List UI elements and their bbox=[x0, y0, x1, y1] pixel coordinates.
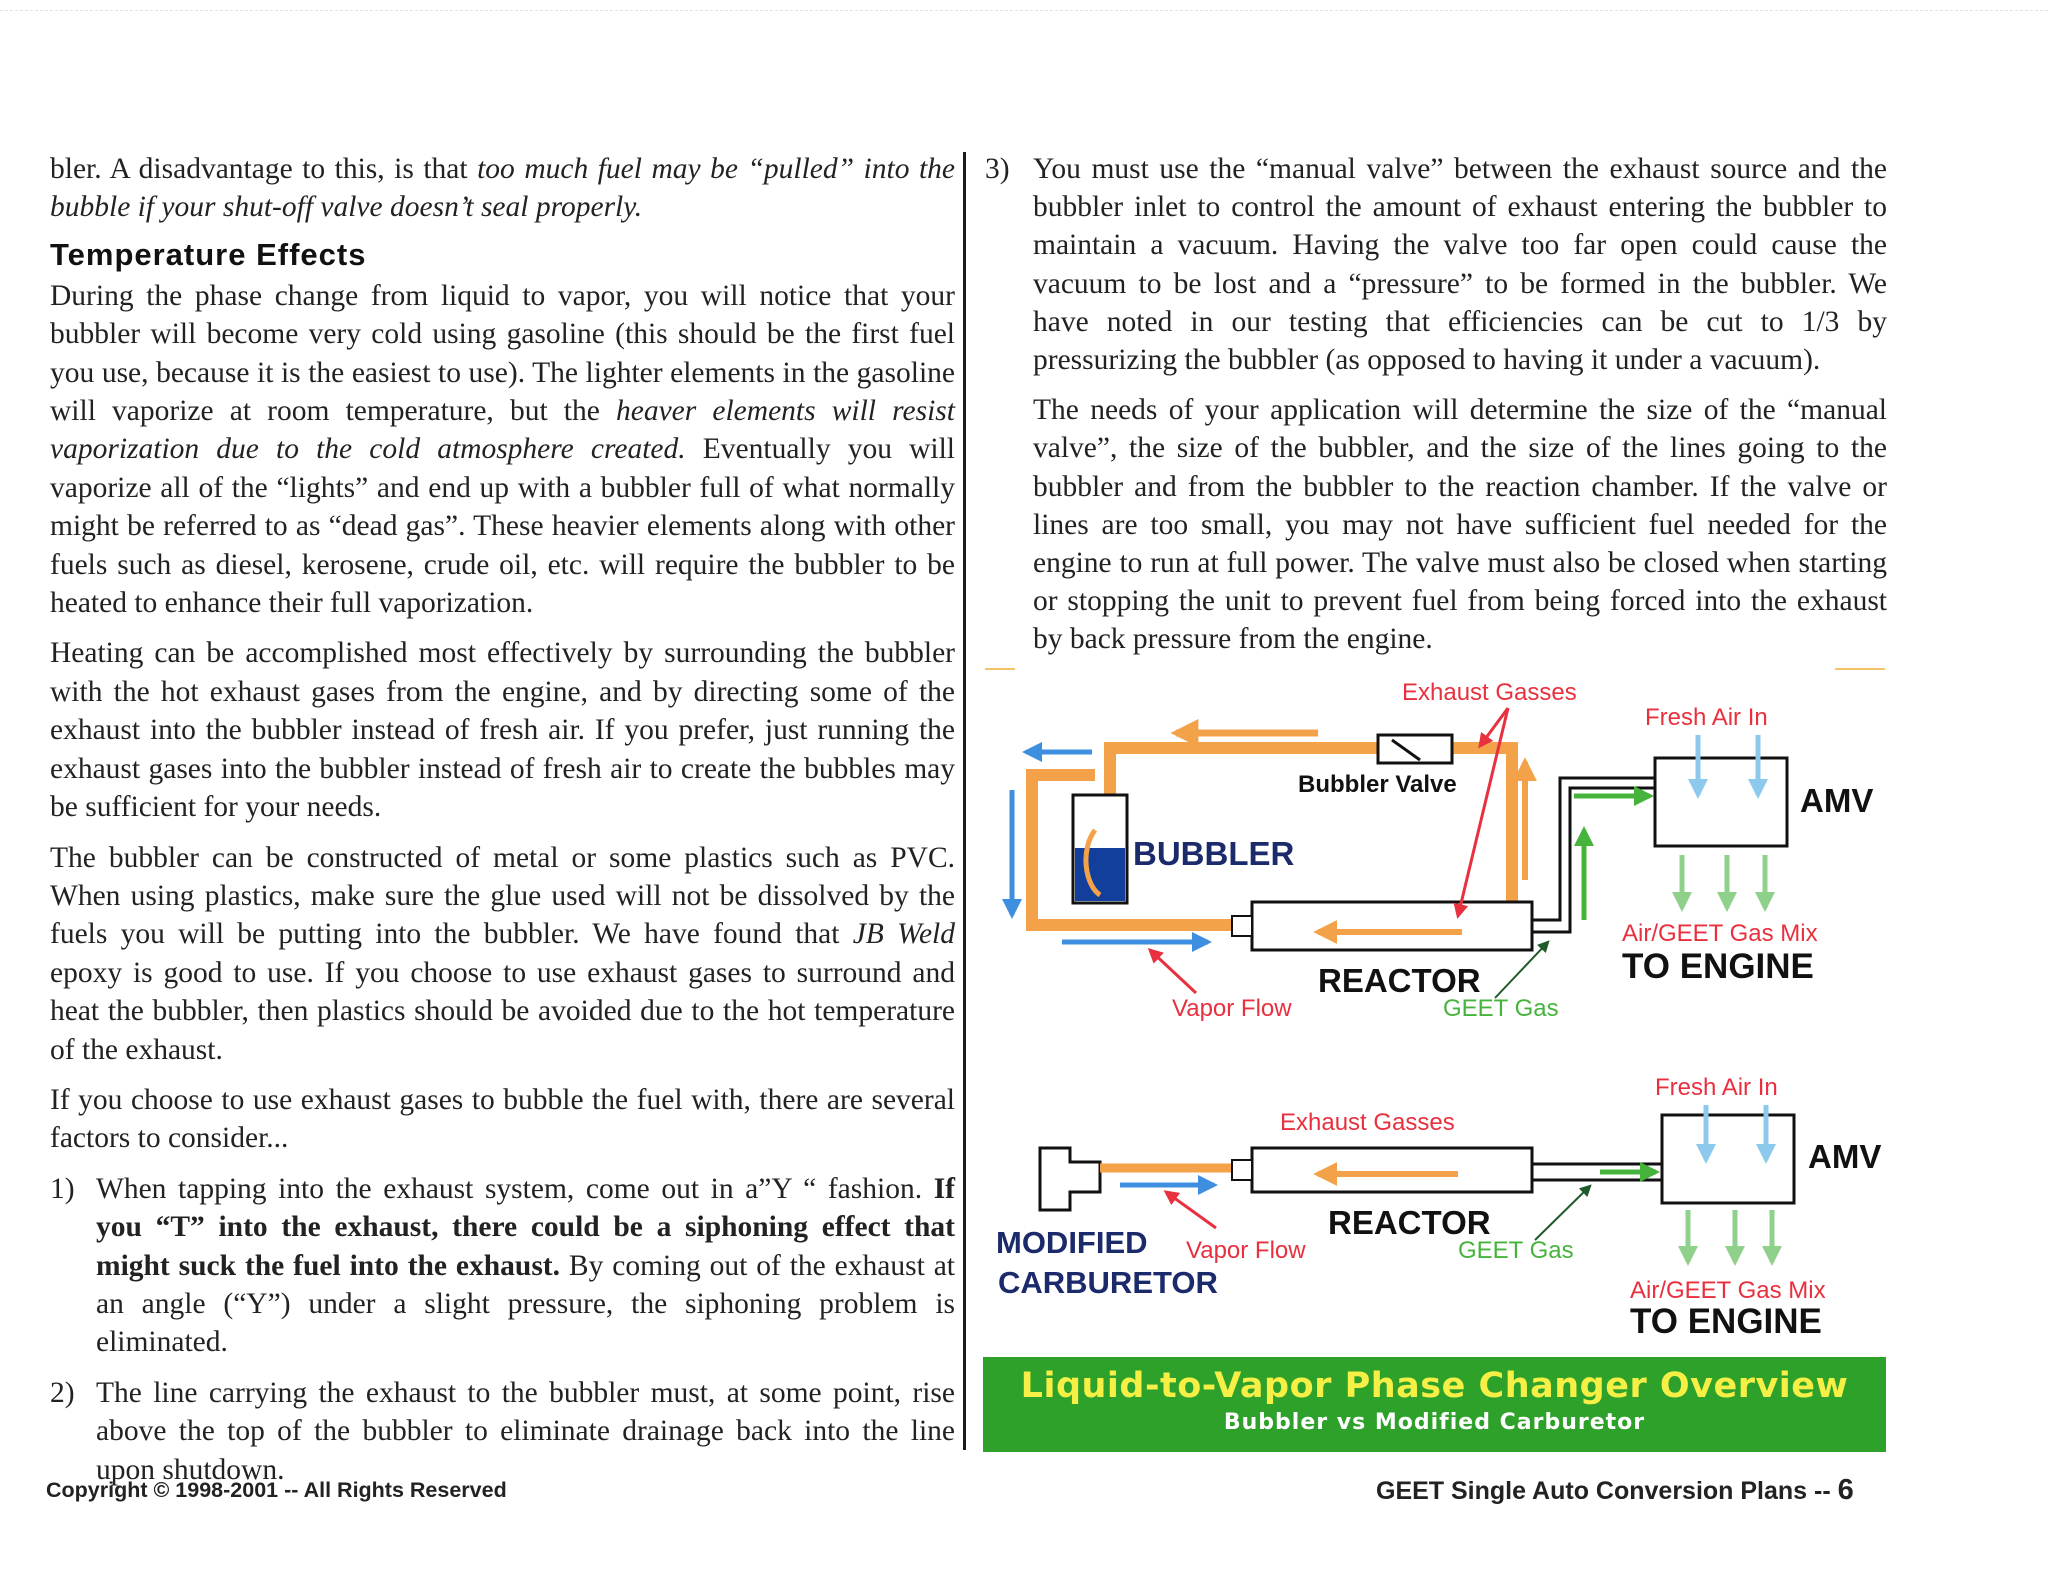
carburetor-label: CARBURETOR bbox=[998, 1265, 1218, 1300]
vapor-flow-label: Vapor Flow bbox=[1186, 1237, 1306, 1264]
reactor-label: REACTOR bbox=[1328, 1204, 1491, 1241]
page-number: 6 bbox=[1837, 1474, 1854, 1506]
vapor-flow-label: Vapor Flow bbox=[1172, 995, 1292, 1022]
exhaust-gasses-label: Exhaust Gasses bbox=[1402, 679, 1577, 706]
list-number: 1) bbox=[50, 1172, 75, 1205]
vapor-pointer bbox=[1150, 950, 1196, 993]
reactor-body bbox=[1252, 902, 1532, 950]
p1-text-a: During the phase change from liquid to vapor, you will notice that your bubbler will become very cold using gasoline (this should be the first fuel you use, because it is the easiest to use). The lighter elements in the gasoline will vaporize at room temperature, but the bbox=[50, 279, 955, 428]
bubbler-label: BUBBLER bbox=[1133, 835, 1295, 872]
intro-text: bler. A disadvantage to this, is that bbox=[50, 153, 478, 185]
amv-box bbox=[1662, 1115, 1794, 1203]
item1-text-a: When tapping into the exhaust system, come out in a”Y “ fashion. bbox=[96, 1172, 934, 1205]
bubbler-valve-label: Bubbler Valve bbox=[1298, 771, 1457, 798]
p3-italic: JB Weld bbox=[852, 918, 955, 951]
carburetor-body bbox=[1040, 1148, 1100, 1210]
geet-gas-pointer bbox=[1535, 1186, 1590, 1240]
banner-title: Liquid-to-Vapor Phase Changer Overview bbox=[1020, 1366, 1849, 1406]
p3-text-b: epoxy is good to use. If you choose to use exhaust gases to surround and heat the bubbler, then plastics should be avoided due to the hot temperature of the exhaust. bbox=[50, 956, 955, 1066]
air-geet-mix-label: Air/GEET Gas Mix bbox=[1622, 920, 1818, 947]
bubbler-valve bbox=[1378, 735, 1452, 763]
plans-title: GEET Single Auto Conversion Plans -- bbox=[1376, 1477, 1838, 1505]
amv-label: AMV bbox=[1808, 1138, 1882, 1175]
page-footer bbox=[1376, 1474, 1854, 1507]
reactor-port bbox=[1232, 1160, 1252, 1180]
gas-pipe bbox=[1532, 788, 1655, 932]
section-heading: Temperature Effects bbox=[50, 236, 367, 272]
amv-box bbox=[1655, 758, 1787, 846]
p3-text-a: The bubbler can be constructed of metal or some plastics such as PVC. When using plastics, make sure the glue used will not be dissolved by the fuels you will be putting into the bubbler. We have found that bbox=[50, 841, 955, 951]
exhaust-pointer bbox=[1458, 708, 1508, 916]
vapor-pointer bbox=[1166, 1192, 1216, 1228]
modified-label: MODIFIED bbox=[996, 1225, 1148, 1260]
p1-text-b: Eventually you will vaporize all of the “lights” and end up with a bubbler full of what normally might be referred to as “dead gas”. These heavier elements along with other fuels such as diesel, kerosene, crude oil, etc. will require the bubbler to be heated to enhance their full vaporization. bbox=[50, 433, 955, 620]
intro-italic-text: too much fuel may be “pulled” into the bubble if your shut-off valve doesn’t seal properly. bbox=[50, 153, 955, 224]
copyright-footer: Copyright © 1998-2001 -- All Rights Reserved bbox=[46, 1478, 507, 1502]
fresh-air-label: Fresh Air In bbox=[1655, 1074, 1778, 1101]
item1-text-b: By coming out of the exhaust at an angle (“Y”) under a slight pressure, the siphoning problem is eliminated. bbox=[96, 1249, 955, 1359]
reactor-label: REACTOR bbox=[1318, 962, 1481, 999]
exhaust-gasses-label: Exhaust Gasses bbox=[1280, 1109, 1455, 1136]
to-engine-label: TO ENGINE bbox=[1622, 947, 1814, 986]
reactor-port bbox=[1232, 916, 1252, 936]
banner-subtitle: Bubbler vs Modified Carburetor bbox=[1223, 1410, 1646, 1435]
list-text: The line carrying the exhaust to the bubbler must, at some point, rise above the top of the bubbler to eliminate drainage back into the line upon shutdown. bbox=[96, 1376, 955, 1486]
to-engine-label: TO ENGINE bbox=[1630, 1302, 1822, 1341]
carburetor-system-diagram bbox=[996, 1074, 1881, 1341]
list-number: 2) bbox=[50, 1376, 75, 1409]
fresh-air-label: Fresh Air In bbox=[1645, 704, 1768, 731]
bubbler-system-diagram bbox=[1012, 679, 1873, 1022]
paragraph-needs: The needs of your application will determine the size of the “manual valve”, the size of the bubbler, and the size of the lines going to the bubbler and from the bubbler to the reaction chamber. If the valve or lines are too small, you may not have sufficient fuel needed for the engine to run at full power. The valve must also be closed when starting or stopping the unit to prevent fuel from being forced into the exhaust by back pressure from the engine. bbox=[1033, 394, 1887, 656]
amv-label: AMV bbox=[1800, 782, 1874, 819]
geet-gas-label: GEET Gas bbox=[1458, 1237, 1574, 1264]
paragraph-factors: If you choose to use exhaust gases to bubble the fuel with, there are several factors to consider... bbox=[50, 1083, 955, 1155]
air-geet-mix-label: Air/GEET Gas Mix bbox=[1630, 1277, 1826, 1304]
list-number: 3) bbox=[985, 153, 1010, 185]
gas-pipe bbox=[1532, 778, 1655, 920]
geet-gas-label: GEET Gas bbox=[1443, 995, 1559, 1022]
paragraph-heating: Heating can be accomplished most effectively by surrounding the bubbler with the hot exhaust gases from the engine, and by directing some of the exhaust into the bubbler instead of fresh air. If you prefer, just running the exhaust gases into the bubbler instead of fresh air to create the bubbles may be sufficient for your needs. bbox=[50, 637, 955, 824]
item1-bold: If you “T” into the exhaust, there could be a siphoning effect that might suck the fuel into the exhaust. bbox=[96, 1172, 955, 1282]
overview-banner bbox=[983, 1357, 1886, 1452]
p1-italic: heaver elements will resist vaporization due to the cold atmosphere created. bbox=[50, 395, 955, 466]
list-text: You must use the “manual valve” between the exhaust source and the bubbler inlet to control the amount of exhaust entering the bubbler to maintain a vacuum. Having the valve too far open could cause the vacuum to be lost and a “pressure” to be formed in the bubbler. We have noted in our testing that efficiencies can be cut to 1/3 by pressurizing the bubbler (as opposed to having it under a vacuum). bbox=[1033, 153, 1887, 377]
reactor-body bbox=[1252, 1148, 1532, 1192]
